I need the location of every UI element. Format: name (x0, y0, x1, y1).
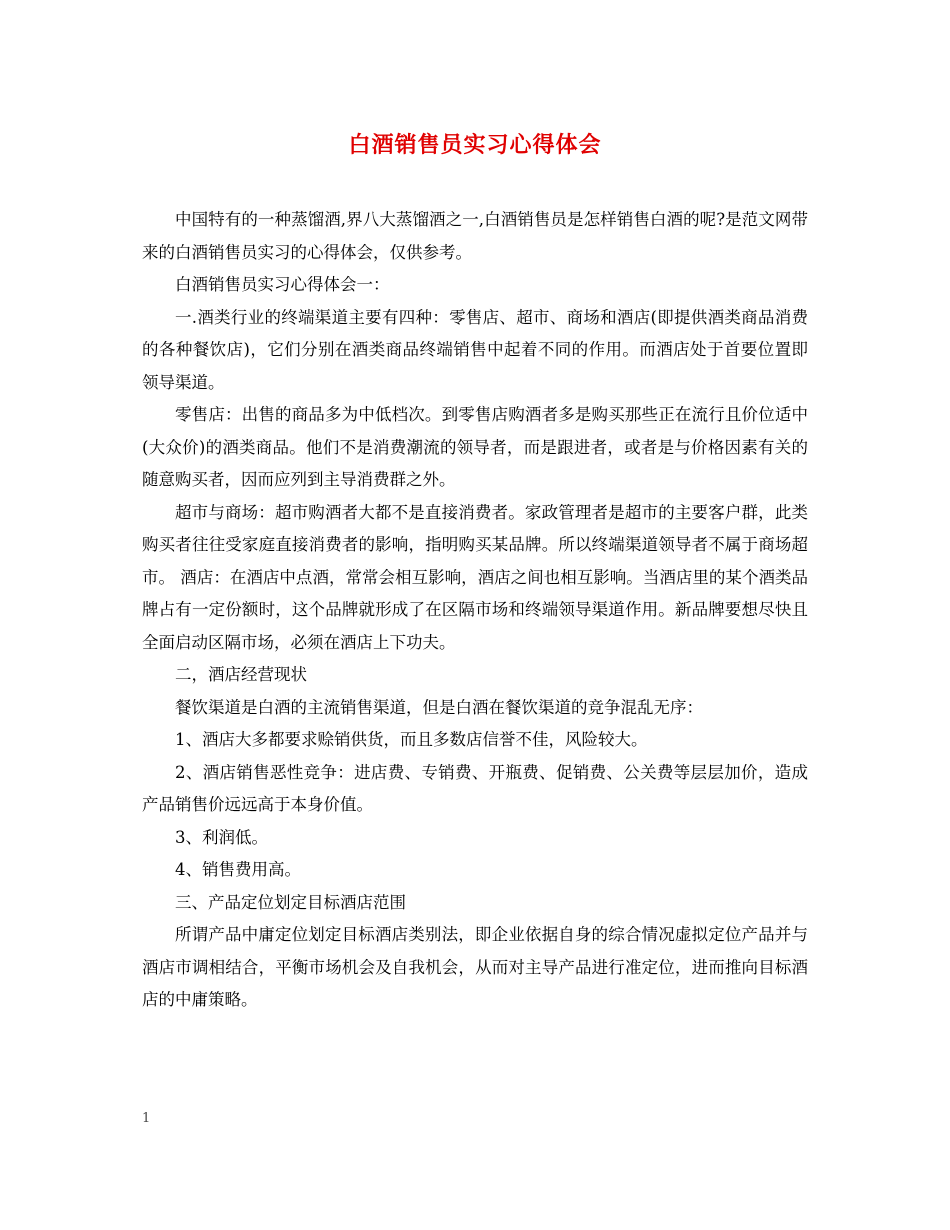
list-item: 1、酒店大多都要求赊销供货，而且多数店信誉不佳，风险较大。 (175, 730, 648, 749)
document-body (142, 204, 808, 1017)
paragraph: 白酒销售员实习心得体会一： (175, 275, 390, 294)
list-item: 3、利润低。 (175, 827, 268, 847)
section-heading: 二，酒店经营现状 (175, 665, 307, 684)
paragraph: 一.酒类行业的终端渠道主要有四种：零售店、超市、商场和酒店(即提供酒类商品消费的各种餐饮店)，它们分别在酒类商品终端销售中起着不同的作用。而酒店处于首要位置即领导渠道。 (142, 307, 808, 392)
paragraph: 所谓产品中庸定位划定目标酒店类别法，即企业依据自身的综合情况虚拟定位产品并与酒店市调相结合，平衡市场机会及自我机会，从而对主导产品进行准定位，进而推向目标酒店的中庸策略。 (142, 925, 808, 1009)
document-title: 白酒销售员实习心得体会 (348, 132, 602, 158)
page-number: 1 (142, 1111, 151, 1126)
paragraph: 超市与商场：超市购酒者大都不是直接消费者。家政管理者是超市的主要客户群，此类购买者往往受家庭直接消费者的影响，指明购买某品牌。所以终端渠道领导者不属于商场超市。 酒店：在酒店中点酒，常常会相互影响，酒店之间也相互影响。当酒店里的某个酒类品牌占有一定份额时，这个品牌就形成了在区隔市场和终端领导渠道作用。新品牌要想尽快且全面启动区隔市场，必须在酒店上下功夫。 (142, 502, 808, 652)
paragraph: 中国特有的一种蒸馏酒,界八大蒸馏酒之一,白酒销售员是怎样销售白酒的呢?是范文网带来的白酒销售员实习的心得体会，仅供参考。 (142, 210, 808, 262)
list-item: 2、酒店销售恶性竞争：进店费、专销费、开瓶费、促销费、公关费等层层加价，造成产品销售价远远高于本身价值。 (142, 762, 808, 814)
section-heading: 三、产品定位划定目标酒店范围 (175, 892, 406, 912)
paragraph: 餐饮渠道是白酒的主流销售渠道，但是白酒在餐饮渠道的竞争混乱无序： (175, 697, 703, 717)
paragraph: 零售店：出售的商品多为中低档次。到零售店购酒者多是购买那些正在流行且价位适中(大众价)的酒类商品。他们不是消费潮流的领导者，而是跟进者，或者是与价格因素有关的随意购买者，因而应列到主导消费群之外。 (142, 405, 808, 489)
list-item: 4、销售费用高。 (175, 860, 301, 879)
